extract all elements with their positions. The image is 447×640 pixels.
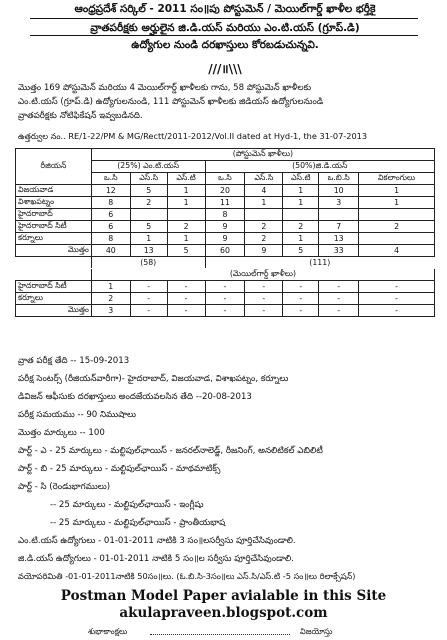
table-cell: 11 (205, 197, 245, 209)
table-cell: - (359, 292, 435, 304)
table-cell: - (205, 292, 245, 304)
footer-greeting: శుభాకాంక్షలు (88, 627, 128, 636)
table-cell: 6 (91, 209, 130, 221)
table-cell (167, 209, 205, 221)
table-cell: 8 (91, 233, 130, 245)
table-cell: 6 (91, 221, 130, 233)
column-header: ఎస్.టి (283, 173, 319, 185)
table-cell: 2 (130, 197, 167, 209)
table-row-total (16, 304, 435, 316)
footer-dotted-line (150, 634, 290, 635)
table-cell: - (319, 304, 359, 316)
table-cell: 13 (130, 245, 167, 257)
postmen-section-title: (పోస్టుమెన్ ఖాళీలు) (91, 149, 434, 161)
vacancy-table (15, 148, 435, 317)
region-cell: కర్నూలు (16, 292, 92, 304)
mailguard-section-title: (మెయిల్‌గార్డ్ ఖాళీలు) (91, 268, 434, 280)
region-header: రీజియన్ (16, 149, 92, 185)
column-header: ఒ.సి (205, 173, 245, 185)
table-cell: 1 (283, 233, 319, 245)
table-cell: 5 (167, 245, 205, 257)
table-cell: 1 (245, 197, 283, 209)
table-cell: 8 (91, 197, 130, 209)
intro-line-1: మొత్తం 169 పోస్టుమెన్ మరియు 4 మెయిల్‌గార్డ్ ఖాళీలకు గాను, 58 పోస్టుమెన్ ఖాళీలకు (18, 83, 312, 93)
column-header: ఎస్.సి (130, 173, 167, 185)
footer-promo: Postman Model Paper avialable in this Site (60, 588, 387, 604)
table-cell: - (130, 280, 167, 292)
table-cell: - (359, 304, 435, 316)
header-line-3: ఉద్యోగుల నుండి దరఖాస్తులు కోరబడుచున్నవి. (131, 39, 319, 51)
table-row (16, 185, 435, 197)
table-cell (319, 209, 359, 221)
mts-subtotal: (58) (91, 257, 205, 269)
table-cell: - (130, 304, 167, 316)
table-cell: 1 (91, 280, 130, 292)
table-cell: 7 (319, 221, 359, 233)
table-row (16, 233, 435, 245)
gds-group-header: (50%)జి.డి.యస్ (205, 161, 434, 173)
table-cell: 9 (205, 233, 245, 245)
table-cell: - (283, 280, 319, 292)
table-cell: 2 (91, 292, 130, 304)
table-cell: 2 (359, 221, 435, 233)
intro-line-2: ఎం.టి.యస్ (గ్రూప్.డి) ఉద్యోగులనుండి, 111 పోస్టుమెన్ ఖాళీలకు జిడియస్ ఉద్యోగులనుండి (18, 97, 324, 107)
table-row-total (16, 245, 435, 257)
table-cell: - (283, 292, 319, 304)
table-cell: 1 (130, 233, 167, 245)
table-row (16, 209, 435, 221)
header-underline-1 (30, 18, 418, 19)
table-cell: - (205, 280, 245, 292)
region-cell: హైదరాబాద్ సిటీ (16, 280, 92, 292)
table-cell: - (167, 292, 205, 304)
column-header: ఎస్.టి (167, 173, 205, 185)
table-cell (245, 209, 283, 221)
total-label: మొత్తం (16, 304, 92, 316)
table-cell: 10 (319, 185, 359, 197)
table-cell: 5 (130, 221, 167, 233)
table-cell: 5 (283, 245, 319, 257)
column-header: వికలాంగులు (359, 173, 435, 185)
table-cell: - (283, 304, 319, 316)
table-cell: 1 (167, 233, 205, 245)
table-cell: - (205, 304, 245, 316)
table-cell: 2 (283, 221, 319, 233)
region-cell: కర్నూలు (16, 233, 92, 245)
table-cell: 60 (205, 245, 245, 257)
table-cell (359, 209, 435, 221)
table-cell: 20 (205, 185, 245, 197)
gds-eligibility: జి.డి.యస్ ఉద్యోగులు - 01-01-2011 నాటికి 5 సం॥ల సర్వీసు పూర్తిచేసివుండాలి. (18, 554, 294, 564)
table-cell: 33 (319, 245, 359, 257)
table-cell: - (245, 280, 283, 292)
table-cell: 12 (91, 185, 130, 197)
exam-centers: పరీక్ష సెంటర్స్ (రీజియన్‌వారీగా)- హైదరాబాద్, విజయవాడ, విశాఖపట్నం, కర్నూలు (18, 374, 289, 384)
part-a: పార్ట్ - ఎ - 25 మార్కులు - మల్టిపుల్‌ఛాయిస్ - జనరల్‌నాలెడ్జ్, రీజనింగ్, అనలిటికల్ ఎబిలిటీ (18, 446, 323, 456)
mts-group-header: (25%) ఎం.టి.యస్ (91, 161, 205, 173)
table-cell: - (167, 304, 205, 316)
application-deadline: డివిజన్ ఆఫీసుకు దరఖాస్తులు అందజేయవలసిన తేది --20-08-2013 (18, 392, 252, 402)
table-cell: 1 (283, 185, 319, 197)
table-cell (283, 209, 319, 221)
table-cell: 3 (91, 304, 130, 316)
region-cell: హైదరాబాద్ సిటీ (16, 221, 92, 233)
table-cell: 1 (167, 197, 205, 209)
column-header: ఒ.బి.సి (319, 173, 359, 185)
table-cell: 9 (205, 221, 245, 233)
age-limit: వయోపరిమితి -01-01-2011నాటికి 50సం॥లు. (ఓ.బి.సి-3సం॥లు ఎస్.సి/ఎస్.టి -5 సం॥లు రిలాక్సేషన్) (18, 571, 356, 581)
exam-duration: పరీక్ష సమయము -- 90 నిముషాలు (18, 410, 137, 420)
table-cell: 5 (130, 185, 167, 197)
table-cell: - (319, 292, 359, 304)
header-line-4: ///॥\\\ (208, 62, 242, 76)
region-cell: విశాఖపట్నం (16, 197, 92, 209)
footer-wish: విజయోస్తు (300, 627, 333, 636)
gds-subtotal: (111) (205, 257, 434, 269)
footer-site: akulapraveen.blogspot.com (119, 605, 328, 621)
table-cell: 4 (359, 245, 435, 257)
table-cell: 2 (245, 221, 283, 233)
table-row (16, 221, 435, 233)
table-row (16, 197, 435, 209)
table-cell: 13 (319, 233, 359, 245)
intro-line-3: వ్రాతపరీక్షకు నోటిఫికేషన్ ఇవ్వబడినది. (18, 111, 143, 121)
region-cell: విజయవాడ (16, 185, 92, 197)
table-cell: 40 (91, 245, 130, 257)
table-cell: - (359, 280, 435, 292)
header-line-2: వ్రాతపరీక్షకు అర్హులైన జి.డి.యస్ మరియు ఎం.టి.యస్ (గ్రూప్.డి) (90, 22, 360, 34)
table-cell: 1 (359, 185, 435, 197)
table-row (16, 280, 435, 292)
table-cell: 3 (319, 197, 359, 209)
column-header: ఎస్.సి (245, 173, 283, 185)
table-cell: 8 (205, 209, 245, 221)
column-header: ఒ.సి (91, 173, 130, 185)
table-cell: - (167, 280, 205, 292)
table-row (16, 292, 435, 304)
exam-date: వ్రాత పరీక్ష తేది -- 15-09-2013 (18, 356, 130, 366)
header-line-1: ఆంధ్రప్రదేశ్ సర్కిల్ - 2011 సం॥పు పోస్టుమెన్ / మెయిల్‌గార్డ్ ఖాళీల భర్తీకై (74, 3, 376, 15)
part-b: పార్ట్ - బి - 25 మార్కులు - మల్టిపుల్‌ఛాయిస్ - మాథమాటిక్స్ (18, 464, 221, 474)
table-cell: 1 (167, 185, 205, 197)
table-cell: - (319, 280, 359, 292)
table-cell: 1 (283, 197, 319, 209)
table-cell: 4 (245, 185, 283, 197)
table-cell: 1 (359, 197, 435, 209)
total-marks: మొత్తం మార్కులు -- 100 (18, 428, 105, 438)
part-c-english: -- 25 మార్కులు - మల్టిపుల్‌ఛాయిస్ - ఇంగ్లీషు (50, 500, 204, 510)
header-underline-2 (30, 35, 418, 36)
total-label: మొత్తం (16, 245, 92, 257)
mts-eligibility: ఎం.టి.యస్ ఉద్యోగులు - 01-01-2011 నాటికి 3 సం॥లసర్వీసు పూర్తిచేసివుండాలి. (18, 536, 296, 546)
table-cell: - (245, 292, 283, 304)
table-cell: - (130, 292, 167, 304)
order-reference: ఉత్తర్వుల నం.. RE/1-22/PM & MG/Rectt/2011-2012/Vol.II dated at Hyd-1, the 31-07-2013 (18, 131, 368, 141)
table-cell (359, 233, 435, 245)
region-cell: హైదరాబాద్ (16, 209, 92, 221)
table-cell (130, 209, 167, 221)
part-c: పార్ట్ - సి (రెండుభాగములు) (18, 482, 111, 492)
table-cell: 9 (245, 245, 283, 257)
table-cell: 2 (167, 221, 205, 233)
table-cell: - (245, 304, 283, 316)
part-c-regional: -- 25 మార్కులు - మల్టిపుల్‌ఛాయిస్ - ప్రాంతీయభాష (50, 518, 226, 528)
table-cell: 2 (245, 233, 283, 245)
